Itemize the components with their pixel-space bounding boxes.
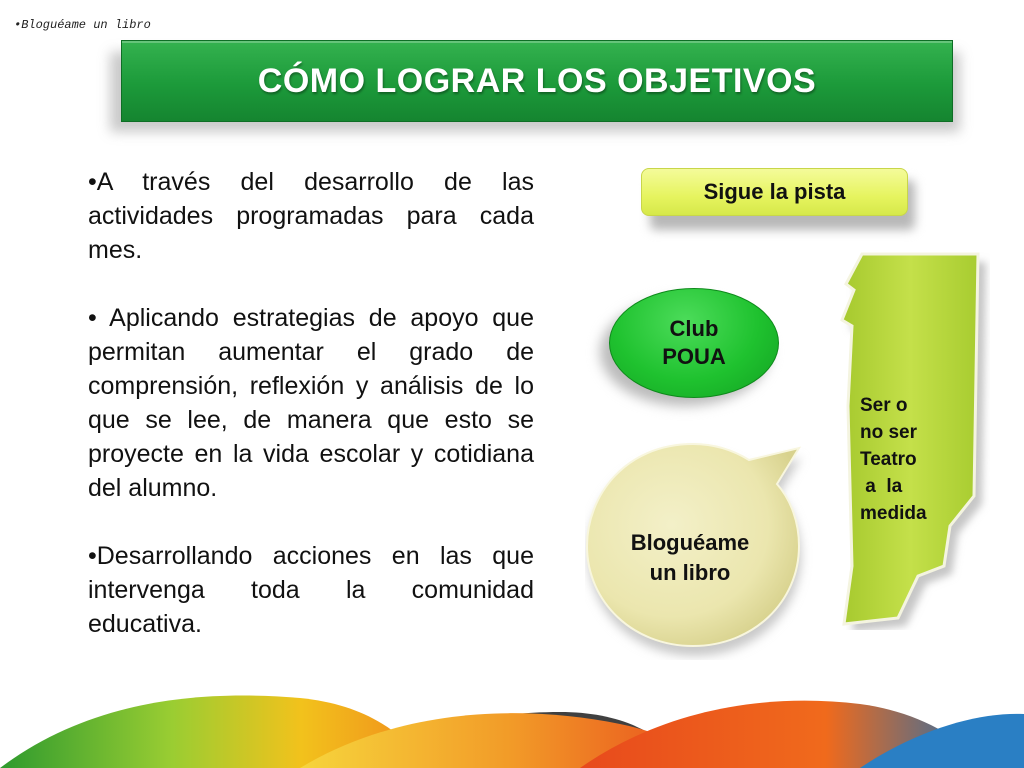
bullet-item: •Desarrollando acciones en las que intervenga toda la comunidad educativa. xyxy=(88,542,534,638)
decorative-swoosh xyxy=(0,668,1024,768)
page-title: CÓMO LOGRAR LOS OBJETIVOS xyxy=(257,61,817,100)
sigue-la-pista-button[interactable] xyxy=(641,168,908,216)
banner-line: medida xyxy=(860,503,927,524)
bloguéame-bubble[interactable] xyxy=(585,440,815,660)
blog-label-line2: un libro xyxy=(649,560,731,585)
title-bar xyxy=(121,40,953,122)
club-label-line1: Club xyxy=(669,316,719,341)
banner-line: no ser xyxy=(860,422,918,443)
banner-text xyxy=(860,392,950,527)
banner-line: Ser o xyxy=(860,395,908,416)
pista-label: Sigue la pista xyxy=(703,179,846,204)
banner-line: Teatro xyxy=(860,449,917,470)
club-label-line2: POUA xyxy=(662,344,726,369)
blog-label-line1: Bloguéame xyxy=(630,530,750,555)
banner-line: a la xyxy=(860,476,903,497)
ser-o-no-ser-banner[interactable] xyxy=(830,250,990,630)
header-note: •Bloguéame un libro xyxy=(14,18,151,32)
club-poua-button[interactable] xyxy=(609,288,779,398)
bullet-item: •A través del desarrollo de las actividades programadas para cada mes. xyxy=(88,168,534,264)
bullet-list xyxy=(88,165,534,675)
bullet-item: • Aplicando estrategias de apoyo que permitan aumentar el grado de comprensión, reflexión y análisis de lo que se lee, de manera que esto se proyecte en la vida escolar y cotidiana del alumno. xyxy=(88,304,534,502)
